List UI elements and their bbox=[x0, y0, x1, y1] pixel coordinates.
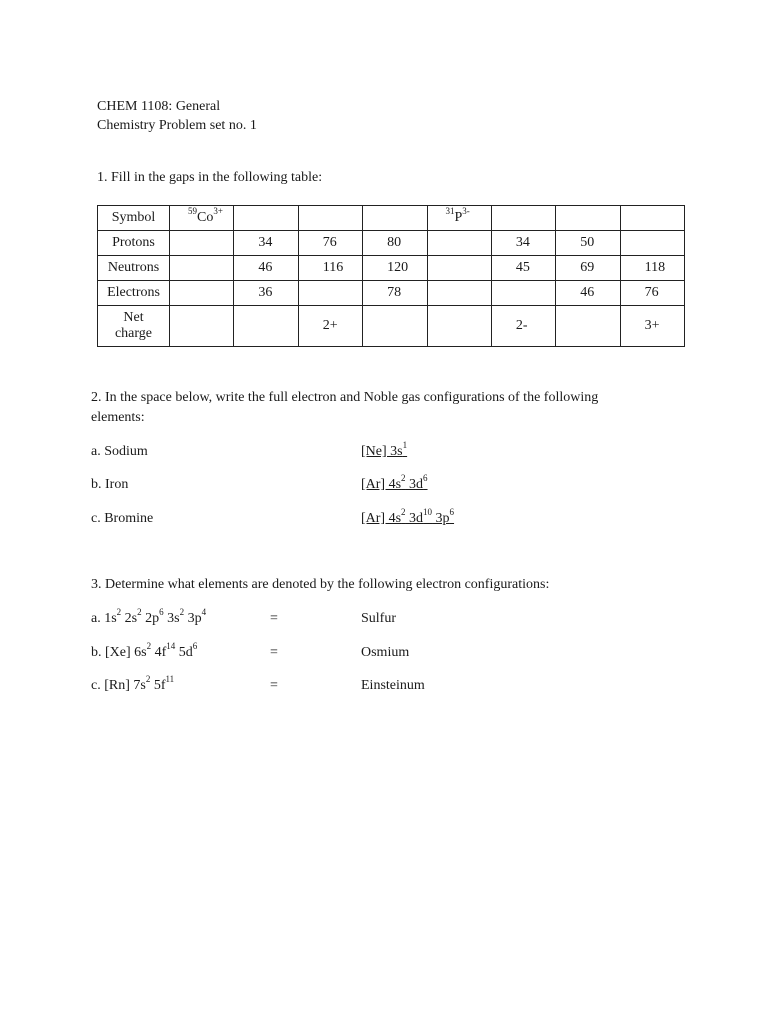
table-row bbox=[98, 281, 685, 306]
element-answer: Osmium bbox=[361, 645, 410, 660]
text-segment: 5d bbox=[175, 645, 193, 660]
superscript: 14 bbox=[166, 641, 176, 652]
superscript: 2 bbox=[116, 607, 122, 618]
table-cell bbox=[170, 306, 234, 347]
table-row bbox=[98, 206, 685, 231]
row-header: Net charge bbox=[98, 306, 170, 347]
row-header: Electrons bbox=[98, 281, 170, 306]
table-cell bbox=[170, 231, 234, 256]
superscript: 3+ bbox=[213, 206, 223, 217]
electron-configuration bbox=[91, 641, 198, 662]
text-segment: P bbox=[454, 210, 463, 225]
table-cell bbox=[491, 206, 555, 231]
text-segment: c. [Rn] 7s bbox=[91, 678, 146, 693]
superscript: 2 bbox=[401, 473, 406, 484]
table-cell: 34 bbox=[491, 231, 555, 256]
document-title-line2: Chemistry Problem set no. 1 bbox=[97, 118, 257, 133]
table-cell: 76 bbox=[298, 231, 362, 256]
electron-configuration bbox=[91, 674, 175, 695]
equals-sign: = bbox=[270, 678, 278, 693]
table-row bbox=[98, 231, 685, 256]
text-segment: 3d bbox=[405, 511, 424, 526]
superscript: 2 bbox=[401, 507, 406, 518]
table-cell bbox=[427, 206, 491, 231]
text-segment: 3s bbox=[163, 611, 180, 626]
table-cell bbox=[170, 281, 234, 306]
text-segment: [Ar] 4s bbox=[361, 511, 402, 526]
row-header: Protons bbox=[98, 231, 170, 256]
superscript: 10 bbox=[423, 507, 433, 518]
table-cell: 2- bbox=[491, 306, 555, 347]
table-cell bbox=[234, 206, 298, 231]
superscript: 2 bbox=[146, 641, 152, 652]
question1-prompt: 1. Fill in the gaps in the following table: bbox=[97, 170, 323, 185]
table-cell: 116 bbox=[298, 256, 362, 281]
table-cell bbox=[427, 256, 491, 281]
text-segment: 3p bbox=[432, 511, 450, 526]
text-segment: [Ne] 3s bbox=[361, 444, 403, 459]
question3-prompt: 3. Determine what elements are denoted by the following electron configurations: bbox=[91, 577, 550, 592]
superscript: 2 bbox=[145, 674, 151, 685]
table-cell: 80 bbox=[363, 231, 427, 256]
superscript: 1 bbox=[402, 440, 408, 451]
table-cell bbox=[363, 206, 427, 231]
table-cell: 3+ bbox=[620, 306, 684, 347]
table-cell: 69 bbox=[556, 256, 620, 281]
table-cell: 34 bbox=[234, 231, 298, 256]
table-cell bbox=[556, 206, 620, 231]
electron-configuration bbox=[91, 607, 207, 628]
table-cell bbox=[491, 281, 555, 306]
text-segment: a. 1s bbox=[91, 611, 117, 626]
superscript: 31 bbox=[445, 206, 455, 217]
superscript: 11 bbox=[165, 674, 175, 685]
table-cell: 36 bbox=[234, 281, 298, 306]
configuration-answer bbox=[361, 507, 455, 528]
question2-prompt-line1: 2. In the space below, write the full electron and Noble gas configurations of the following bbox=[91, 390, 599, 405]
superscript: 4 bbox=[201, 607, 207, 618]
text-segment: b. [Xe] 6s bbox=[91, 645, 147, 660]
isotope-table bbox=[97, 205, 685, 347]
element-label: a. Sodium bbox=[91, 444, 148, 459]
superscript: 6 bbox=[192, 641, 198, 652]
text-segment: 3d bbox=[405, 477, 424, 492]
row-header: Symbol bbox=[98, 206, 170, 231]
text-segment: 2s bbox=[121, 611, 138, 626]
table-cell bbox=[170, 206, 234, 231]
text-segment: 5f bbox=[150, 678, 166, 693]
text-segment: 3p bbox=[184, 611, 202, 626]
table-cell bbox=[556, 306, 620, 347]
element-label: b. Iron bbox=[91, 477, 129, 492]
document-title-line1: CHEM 1108: General bbox=[97, 99, 221, 114]
table-cell bbox=[620, 206, 684, 231]
table-cell bbox=[298, 281, 362, 306]
element-answer: Einsteinum bbox=[361, 678, 425, 693]
table-cell bbox=[427, 281, 491, 306]
configuration-answer bbox=[361, 440, 408, 461]
superscript: 59 bbox=[188, 206, 197, 217]
configuration-answer bbox=[361, 473, 428, 494]
element-label: c. Bromine bbox=[91, 511, 154, 526]
superscript: 6 bbox=[423, 473, 428, 484]
superscript: 6 bbox=[159, 607, 164, 618]
element-answer: Sulfur bbox=[361, 611, 396, 626]
table-cell: 120 bbox=[363, 256, 427, 281]
superscript: 2 bbox=[179, 607, 185, 618]
table-cell: 50 bbox=[556, 231, 620, 256]
table-cell bbox=[170, 256, 234, 281]
question2-prompt-line2: elements: bbox=[91, 410, 145, 425]
table-cell: 2+ bbox=[298, 306, 362, 347]
table-cell bbox=[298, 206, 362, 231]
table-row bbox=[98, 306, 685, 347]
table-cell bbox=[234, 306, 298, 347]
table-cell: 118 bbox=[620, 256, 684, 281]
text-segment: 2p bbox=[141, 611, 160, 626]
table-row bbox=[98, 256, 685, 281]
text-segment: 4f bbox=[151, 645, 167, 660]
table-cell: 76 bbox=[620, 281, 684, 306]
table-cell bbox=[363, 306, 427, 347]
table-cell bbox=[427, 306, 491, 347]
superscript: 6 bbox=[449, 507, 455, 518]
table-cell: 45 bbox=[491, 256, 555, 281]
equals-sign: = bbox=[270, 611, 278, 626]
table-cell bbox=[620, 231, 684, 256]
table-cell: 78 bbox=[363, 281, 427, 306]
table-cell bbox=[427, 231, 491, 256]
equals-sign: = bbox=[270, 645, 278, 660]
superscript: 3- bbox=[462, 206, 470, 217]
table-cell: 46 bbox=[556, 281, 620, 306]
text-segment: [Ar] 4s bbox=[361, 477, 402, 492]
text-segment: Co bbox=[197, 210, 214, 225]
table-cell: 46 bbox=[234, 256, 298, 281]
row-header: Neutrons bbox=[98, 256, 170, 281]
superscript: 2 bbox=[137, 607, 142, 618]
